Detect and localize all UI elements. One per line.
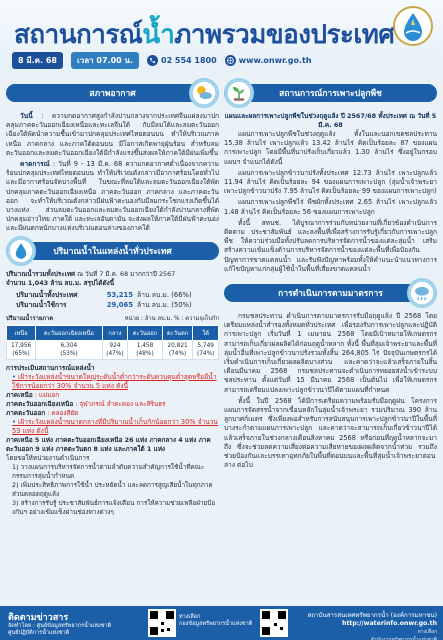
water-volume-heading-label: ปริมาณน้ำในแหล่งน้ำทั่วประเทศ (53, 246, 172, 257)
qr2-label: ทางเลือก สำนักงานทรัพยากรน้ำแห่งชาติ (370, 629, 437, 640)
crop-paragraph: ทั้งนี้ สทนช. ได้บูรณาการร่วมกับหน่วยงานที่เกี่ยวข้องดำเนินการติดตาม ประชาสัมพันธ์ และลงพื้นที่เพื่อสร้างการรับรู้เกี่ยวกับการเพาะปลูกพืช ให้ความร่วมมือทั้งปรับลดการบริหารจัดการน้ำของแต่ละลุ่มน้ำ เสริมสร้างความเข้มแข็งด้านการบริหารจัดการน้ำของแต่ละพื้นที่เพื่อป้องกันปัญหาการขาดแคลนน้ำ และรับฟังปัญหาพร้อมทั้งให้คำแนะนำแนวทางการแก้ไขปัญหาแก่กลุ่มผู้ใช้น้ำในพื้นที่เสี่ยงขาดแคลนน้ำ (224, 218, 437, 273)
assessment-heading: การประเมินสถานการณ์แหล่งน้ำ (6, 363, 95, 372)
crop-paragraph: แผนการเพาะปลูกข้าวนาปรังทั้งประเทศ 12.73 ล้านไร่ เพาะปลูกแล้ว 11.94 ล้านไร่ คิดเป็นร้อยละ 94 ของแผนการเพาะปลูก (ลุ่มน้ำเจ้าพระยา เพาะปลูกข้าวนาปรัง 7.95 ล้านไร่ คิดเป็นร้อยละ 99 ของแผนการเพาะปลูก) (224, 168, 437, 196)
assessment-north-value: : แม่มอก (32, 391, 60, 400)
weather-forecast-lead: คาดการณ์ (20, 160, 50, 169)
onwr-logo-icon (393, 6, 433, 46)
crop-paragraph: แผนการเพาะปลูกพืชไร่ พืชผักทั้งประเทศ 2.65 ล้านไร่ เพาะปลูกแล้ว 1.48 ล้านไร่ คิดเป็นร้อยละ 56 ของแผนการเพาะปลูก (224, 198, 437, 216)
water-volume-heading (6, 236, 219, 266)
website-url: www.onwr.go.th (238, 56, 312, 65)
volume-row-usable (6, 300, 219, 310)
assessment-ne-label: ภาคตะวันออกเฉียงเหนือ (6, 400, 74, 409)
crop-heading-label: สถานการณ์การเพาะปลูกพืช (279, 89, 382, 99)
date-badge: 8 มี.ค. 68 (12, 52, 63, 69)
volume-total-label: ปริมาณน้ำทั้งประเทศ (16, 290, 78, 299)
region-header: ตะวันตก (162, 325, 193, 340)
weather-heading-label: สภาพอากาศ (89, 89, 136, 99)
measure-item: 1) วางแผนการบริหารจัดการน้ำตามลำดับความสำคัญการใช้น้ำที่คณะกรรมการลุ่มน้ำกำหนด (12, 463, 205, 481)
qr-code-icon[interactable] (260, 609, 288, 637)
region-header: ใต้ (193, 325, 219, 340)
measures-lead: โดยขอให้หน่วยงานดำเนินการ (6, 454, 90, 463)
volume-usable-label: ปริมาณน้ำใช้การ (16, 300, 67, 309)
weather-forecast-text: : วันที่ 9 - 13 มี.ค. 68 ความกดอากาศต่ำเนื่องจากความร้อนปกคลุมประเทศไทยตอนบน ทำให้บริเวณดังกล่าวมีอากาศร้อนโดยทั่วไป และมีอากาศร้อนจัดบางพื้นที่ ในขณะที่ลมใต้และลมตะวันออกเฉียงใต้พัดปกคลุมภาคตะวันออกเฉียงเหนือ ภาคตะวันออก ภาคกลาง และภาคตะวันออก จะทำให้บริเวณดังกล่าวมีฝนฟ้าคะนองกับมีลมกระโชกแรงเกิดขึ้นได้บางแห่ง ส่วนลมตะวันออกและลมตะวันออกเฉียงใต้กำลังปานกลางที่พัดปกคลุมอ่าวไทย ภาคใต้ และทะเลอันดามัน จะส่งผลให้ภาคใต้มีฝนฟ้าคะนอง และมีฝนตกหนักบางแห่งบริเวณตอนล่างของภาคใต้ (6, 160, 219, 233)
assessment-large: • เฝ้าระวังแหล่งน้ำขนาดใหญ่ระดับน้ำต่ำกว่าระดับควบคุมต่ำสุดหรือมีน้ำใช้การน้อยกว่า 30% จำนวน 5 แห่ง ดังนี้ (6, 373, 219, 391)
region-volume-table (6, 325, 219, 360)
assessment-east (6, 409, 219, 418)
weather-today (6, 112, 219, 158)
forecast-heading (224, 278, 437, 308)
region-table-unit: หน่วย : ล้าน ลบ.ม. % : ความจุเก็บกัก (124, 315, 219, 322)
assessment-north-label: ภาคเหนือ (6, 391, 33, 400)
page-title (14, 14, 394, 55)
right-column (224, 78, 437, 473)
region-cell: 17,956 (65%) (7, 340, 36, 359)
volume-summary-label: ปริมาณน้ำรวมทั้งประเทศ (6, 269, 76, 278)
assessment-north (6, 391, 219, 400)
volume-total-unit: ล้าน ลบ.ม. (66%) (137, 290, 192, 299)
region-header: ตะวันออกเฉียงเหนือ (36, 325, 102, 340)
water-volume-summary (6, 270, 219, 288)
volume-usable-unit: ล้าน ลบ.ม. (50%) (137, 300, 192, 309)
title-prefix: สถานการณ์ (14, 20, 143, 50)
assessment-east-value: : คลองสียัด (45, 409, 79, 418)
region-cell: 6,304 (53%) (36, 340, 102, 359)
region-table-title: ปริมาณน้ำรายภาค (6, 315, 54, 322)
footer-credit-line: จัดทำโดย : ศูนย์ข้อมูลทรัพยากรน้ำแห่งชาติ (8, 623, 112, 629)
volume-summary-date: ณ วันที่ 7 มี.ค. 68 มากกว่าปี 2567 (75, 269, 176, 278)
measure-item: 2) เพิ่มประสิทธิภาพการใช้น้ำ ประหยัดน้ำ และลดการสูญเสียน้ำในทุกภาคส่วนตลอดฤดูแล้ง (12, 481, 213, 499)
forecast-paragraph: ทั้งนี้ ในปี 2568 ได้มีการเตรียมความพร้อมรับมือฤดูฝน โครงการแผนการจัดสรรน้ำจากเขื่อนหลักในลุ่มน้ำเจ้าพระยา รวมปริมาณ 390 ล้านลูกบาศก์เมตร ซึ่งเพียงพอสำหรับการสนับสนุนการเพาะปลูกข้าวนาปีในพื้นที่บางระกำตามแผนการเพาะปลูก และคาดว่าจะสามารถเก็บเกี่ยวข้าวนาปีได้แล้วเสร็จภายในช่วงกลางเดือนสิงหาคม 2568 หรือก่อนที่ฤดูน้ำหลากจะมาถึง ซึ่งจะช่วยลดความเสี่ยงต่อความเสียหายของผลผลิตจากน้ำท่วม รวมถึงช่วยป้องกันและบรรเทาอุทกภัยในพื้นที่ตอนบนและพื้นที่ลุ่มน้ำเจ้าพระยาตอนล่าง ต่อไป (224, 396, 437, 470)
assessment-ne (6, 400, 219, 409)
region-cell: 924 (47%) (102, 340, 128, 359)
assessment-block (6, 364, 219, 518)
info-bar (12, 52, 312, 69)
qr1-label: ทางเลือก กองข้อมูลทรัพยากรน้ำแห่งชาติ (179, 614, 253, 627)
region-header: กลาง (102, 325, 128, 340)
volume-total-value: 53,215 (106, 290, 133, 299)
assessment-east-label: ภาคตะวันออก (6, 409, 46, 418)
crop-heading (224, 78, 437, 108)
sun-cloud-icon (189, 78, 219, 108)
volume-summary-diff: จำนวน 1,043 ล้าน ลบ.ม. สรุปได้ดังนี้ (6, 278, 115, 287)
region-header: ตะวันออก (128, 325, 163, 340)
title-suffix: ภาพรวมของประเทศ (174, 20, 395, 50)
header (0, 0, 443, 72)
region-cell: 1,458 (48%) (128, 340, 163, 359)
measure-item: 3) สร้างการรับรู้ ประชาสัมพันธ์การแจ้งเตือน การให้ความช่วยเหลือฝ่ายป้องกันฯ อย่างเข้มแข็งผ่านช่องทางต่างๆ (12, 499, 216, 517)
phone-icon (147, 55, 158, 66)
region-header: เหนือ (7, 325, 36, 340)
volume-usable-value: 29,065 (106, 300, 133, 309)
assessment-medium-detail: ภาคเหนือ 5 แห่ง ภาคตะวันออกเฉียงเหนือ 26 แห่ง ภาคกลาง 4 แห่ง ภาคตะวันออก 9 แห่ง ภาคตะวันตก 8 แห่ง และภาคใต้ 1 แห่ง (6, 436, 211, 454)
region-table-caption (6, 313, 219, 323)
assessment-medium: • เฝ้าระวังแหล่งน้ำขนาดกลางที่มีปริมาณน้ำเก็บกักน้อยกว่า 30% จำนวน 53 แห่ง ดังนี้ (6, 418, 219, 436)
rain-cloud-icon (407, 278, 437, 308)
footer-site[interactable] (287, 612, 437, 640)
footer (0, 606, 443, 640)
footer-credit-line: ศูนย์ปฏิบัติการน้ำแห่งชาติ (8, 630, 70, 636)
region-cell: 20,821 (74%) (162, 340, 193, 359)
footer-credits (8, 623, 111, 637)
forecast-paragraph: กรมชลประทาน ดำเนินการตามมาตรการรับมือฤดูแล้ง ปี 2568 โดยเตรียมแหล่งน้ำสำรองทั้งหมดทั่วประเทศ เพื่อรองรับการเพาะปลูกและปฏิบัติการเพาะปลูก เริ่มวันที่ 1 เมษายน 2568 โดยมีเป้าหมายให้เกษตรกรสามารถเก็บเกี่ยวผลผลิตได้ก่อนฤดูน้ำหลาก ทั้งนี้ พื้นที่ลุ่มเจ้าพระยาและพื้นที่ลุ่มน้ำอื่นที่เพาะปลูกข้าวนาปรังรวมทั้งสิ้น 264,805 ไร่ ปัจจุบันเกษตรกรได้เริ่มดำเนินการเก็บเกี่ยวผลผลิตบางส่วน และคาดว่าจะแล้วเสร็จภายในสิ้นเดือนมีนาคม 2568 กรมชลประทานจะดำเนินการทยอยส่งน้ำเข้าระบบชลประทาน ตั้งแต่วันที่ 15 มีนาคม 2568 เป็นต้นไป เพื่อให้เกษตรกรสามารถเตรียมแปลงเพาะปลูกข้าวนาปีได้ตามแผนที่กำหนด (224, 312, 437, 394)
volume-row-total (6, 290, 219, 300)
forecast-heading-label: การดำเนินการตามมาตรการ (278, 289, 383, 300)
phone-number: 02 554 1800 (161, 56, 217, 65)
phone-contact[interactable] (147, 55, 217, 66)
weather-heading (6, 78, 219, 108)
weather-today-text: : ความกดอากาศสูงกำลังปานกลางจากประเทศจีนแผ่ลงมาปกคลุมภาคตะวันออกเฉียงเหนือและทะเลจีนใต้ กับมีลมใต้และลมตะวันออกเฉียงใต้พัดนำความชื้นเข้ามาปกคลุมประเทศไทยตอนบน ทำให้บริเวณภาคเหนือ ภาคกลาง และภาคใต้ตอนบน มีโอกาสเกิดพายุฝุ่นร้อน สำหรับลมตะวันออกและลมตะวันออกเฉียงใต้มีกำลังแรงขึ้นส่งผลให้ภาคใต้มีฝนเพิ่มขึ้น (6, 112, 219, 157)
footer-site-url: http://waterinfo.onwr.go.th (342, 620, 437, 627)
title-highlight: น้ำ (142, 20, 175, 50)
website-contact[interactable] (225, 55, 312, 66)
assessment-ne-value: : จุฬาภรณ์ ลำตะคอง และสิรินธร (73, 400, 166, 409)
weather-today-lead: วันนี้ (20, 112, 33, 120)
crop-title: แผนและผลการเพาะปลูกพืชในช่วงฤดูแล้ง ปี 2567/68 ทั้งประเทศ ณ วันที่ 5 มี.ค. 68 (224, 112, 437, 129)
time-badge: เวลา 07.00 น. (71, 52, 139, 69)
footer-brand: ติดตามข่าวสาร (8, 613, 69, 623)
qr-code-icon[interactable] (148, 609, 176, 637)
plant-icon (224, 78, 254, 108)
footer-site-org: สถาบันสารสนเทศทรัพยากรน้ำ (องค์การมหาชน) (307, 612, 437, 619)
region-cell: 5,749 (74%) (193, 340, 219, 359)
weather-forecast (6, 160, 219, 234)
crop-paragraph: แผนการเพาะปลูกพืชในช่วงฤดูแล้ง ทั้งในและนอกเขตชลประทาน 15.38 ล้านไร่ เพาะปลูกแล้ว 13.42 ล้านไร่ คิดเป็นร้อยละ 87 ของแผน การเพาะปลูก โดยมีพื้นที่นาปรังเก็บเกี่ยวแล้ว 1.30 ล้านไร่ ซึ่งอยู่ในกรอบแผนฯ จำแนกได้ดังนี้ (224, 130, 437, 166)
left-column (6, 78, 219, 517)
water-drop-icon (6, 236, 36, 266)
globe-icon (225, 55, 236, 66)
